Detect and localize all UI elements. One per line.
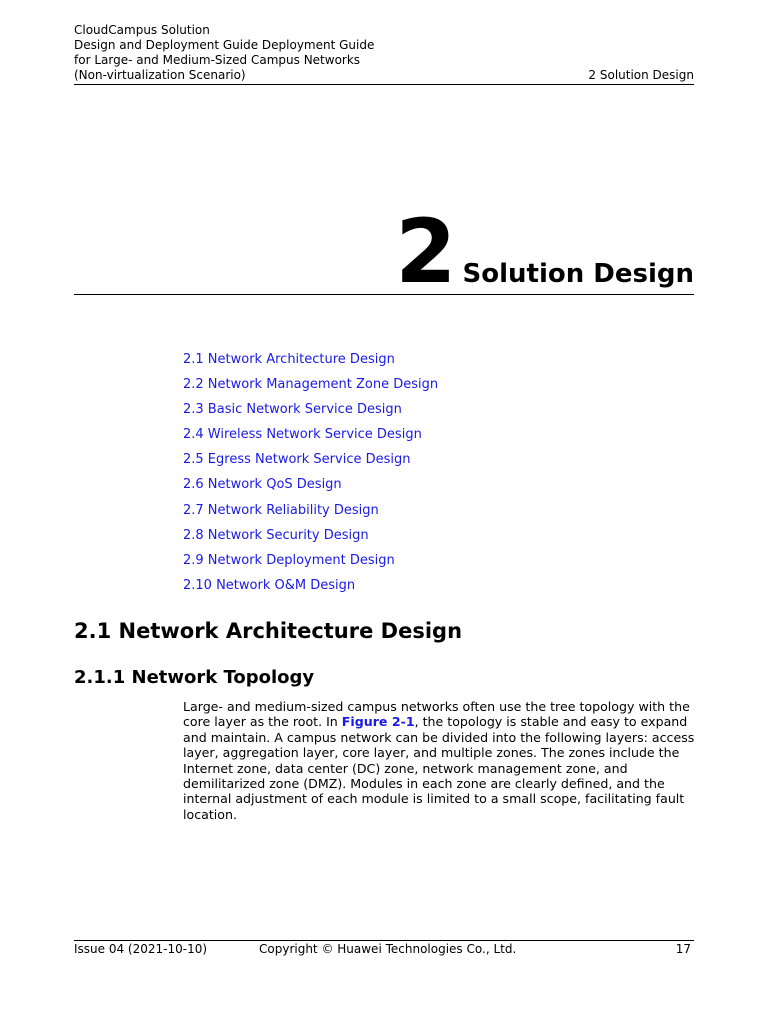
figure-2-1-link[interactable]: Figure 2-1 bbox=[341, 714, 415, 730]
footer-copyright: Copyright © Huawei Technologies Co., Ltd. bbox=[259, 942, 517, 956]
toc-link-2-5[interactable]: 2.5 Egress Network Service Design bbox=[183, 452, 411, 468]
toc-link-2-2[interactable]: 2.2 Network Management Zone Design bbox=[183, 377, 439, 393]
toc-link-2-8[interactable]: 2.8 Network Security Design bbox=[183, 527, 369, 543]
paragraph-text-start: Large- and medium-sized campus networks often use the tree topology with the core layer as the root. In bbox=[183, 699, 690, 730]
header-divider bbox=[74, 84, 694, 85]
toc-link-2-9[interactable]: 2.9 Network Deployment Design bbox=[183, 552, 395, 568]
chapter-divider bbox=[74, 294, 694, 295]
toc-link-2-7[interactable]: 2.7 Network Reliability Design bbox=[183, 502, 379, 518]
footer-page-number: 17 bbox=[675, 942, 691, 956]
paragraph-text-end: , the topology is stable and easy to expand and maintain. A campus network can be divided into the following layers: access layer, aggregation layer, core layer, and multiple zones. The zones include the Internet zone, data center (DC) zone, network management zone, and demilitarized zone (DMZ). Modules in each zone are clearly defined, and the internal adjustment of each module is limited to a small scope, facilitating fault location. bbox=[183, 714, 695, 822]
section-heading: 2.1 Network Architecture Design bbox=[74, 619, 463, 643]
body-paragraph bbox=[183, 699, 698, 822]
toc-link-2-3[interactable]: 2.3 Basic Network Service Design bbox=[183, 402, 402, 418]
chapter-heading bbox=[395, 200, 694, 303]
header-line-2: Design and Deployment Guide Deployment Guide bbox=[74, 38, 375, 52]
footer-divider bbox=[74, 940, 694, 941]
header-line-1: CloudCampus Solution bbox=[74, 23, 210, 37]
header-section-label: 2 Solution Design bbox=[588, 68, 694, 82]
subsection-heading: 2.1.1 Network Topology bbox=[74, 667, 315, 688]
toc-link-2-6[interactable]: 2.6 Network QoS Design bbox=[183, 477, 342, 493]
toc-link-2-10[interactable]: 2.10 Network O&M Design bbox=[183, 577, 356, 593]
footer-issue: Issue 04 (2021-10-10) bbox=[74, 942, 208, 956]
page-header bbox=[74, 23, 694, 83]
toc-link-2-4[interactable]: 2.4 Wireless Network Service Design bbox=[183, 427, 422, 443]
header-line-3: for Large- and Medium-Sized Campus Networks bbox=[74, 53, 361, 67]
toc-link-2-1[interactable]: 2.1 Network Architecture Design bbox=[183, 352, 395, 367]
chapter-title: Solution Design bbox=[462, 259, 694, 289]
chapter-number: 2 bbox=[395, 200, 455, 303]
chapter-toc bbox=[183, 352, 438, 603]
header-line-4: (Non-virtualization Scenario) bbox=[74, 68, 246, 82]
